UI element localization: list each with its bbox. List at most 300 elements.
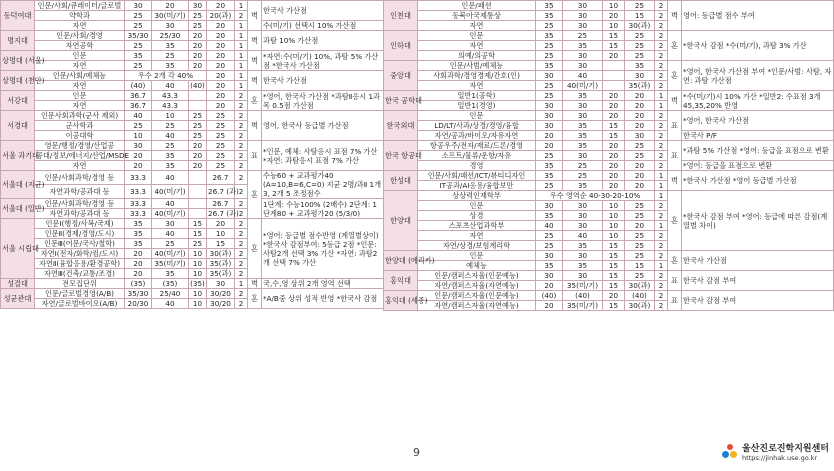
table-cell: 2 xyxy=(655,121,668,131)
table-cell: 2 xyxy=(655,251,668,261)
university-name-cell: 동덕여대 xyxy=(1,1,35,31)
table-cell: 우수 영역순 40-30-20-10% xyxy=(536,191,655,201)
table-cell: 30 xyxy=(563,151,603,161)
table-cell: 40 xyxy=(563,71,603,81)
table-cell: 25 xyxy=(625,211,655,221)
table-cell: 20 xyxy=(189,141,207,151)
table-cell: 수(미/기) 선택시 10% 가산점 xyxy=(262,21,384,31)
table-cell: 25 xyxy=(189,111,207,121)
table-cell: 벽 xyxy=(248,111,262,141)
table-cell: 20 xyxy=(536,131,563,141)
table-cell: 30 xyxy=(536,201,563,211)
table-cell: 2 xyxy=(235,289,248,299)
table-cell: 10 xyxy=(603,221,625,231)
table-cell: 15 xyxy=(625,11,655,21)
table-cell: 인문/글로벌경영(A/B) xyxy=(35,289,125,299)
table-cell: 30 xyxy=(625,131,655,141)
table-cell: 35(과) xyxy=(625,81,655,91)
table-cell: *한국사 감점 부여 *영어: 등급에 따른 감점(계열별 차이) xyxy=(682,191,834,251)
table-cell: 2 xyxy=(235,249,248,259)
table-cell: 40 xyxy=(125,111,152,121)
table-cell: 20 xyxy=(125,259,152,269)
table-row xyxy=(384,171,834,181)
table-cell: 2 xyxy=(235,269,248,279)
table-cell: *영어, 한국사 가산점 부여 *인문/사범: 사탐, 자연: 과탐 가산점 xyxy=(682,61,834,91)
table-cell: 20 xyxy=(625,101,655,111)
table-cell: 25 xyxy=(207,141,235,151)
table-cell: 25 xyxy=(625,241,655,251)
table-cell: 10 xyxy=(189,249,207,259)
table-cell: 한국사 가산점 xyxy=(262,1,384,21)
table-cell: 2 xyxy=(235,111,248,121)
table-cell: 전모집단위 xyxy=(35,279,125,289)
table-cell: 경영 xyxy=(418,161,536,171)
table-cell: 자연과학/공과대 등 xyxy=(35,209,125,219)
table-cell: 30 xyxy=(563,271,603,281)
table-row xyxy=(384,161,834,171)
table-cell: 30 xyxy=(563,11,603,21)
table-cell: 20 xyxy=(625,91,655,101)
table-cell: 36.7 xyxy=(125,91,152,101)
table-cell: 스포츠산업과학부 xyxy=(418,221,536,231)
table-cell: 약학과 xyxy=(35,11,125,21)
table-cell: 인문/패션 xyxy=(418,1,536,11)
table-cell: 2 xyxy=(655,51,668,61)
table-cell: 40 xyxy=(152,299,189,309)
table-cell: 35 xyxy=(536,211,563,221)
table-cell: 수능60 + 교과평가40 (A=10,B=6,C=0) 지균 2명/과Ⅱ 1개 3, 2개 5 조정점수 xyxy=(262,171,384,199)
table-cell: 25 xyxy=(563,31,603,41)
table-cell: (40) xyxy=(125,81,152,91)
table-cell: 35(미/기) xyxy=(563,281,603,291)
table-cell: 35 xyxy=(563,91,603,101)
table-cell: 25 xyxy=(536,21,563,31)
table-cell: 20 xyxy=(625,181,655,191)
table-cell: 25 xyxy=(207,161,235,171)
table-cell: 20 xyxy=(625,111,655,121)
table-cell: 35(과) xyxy=(207,259,235,269)
table-cell: 20 xyxy=(625,171,655,181)
table-cell: 2 xyxy=(235,131,248,141)
university-name-cell: 인하대 xyxy=(384,31,418,61)
table-cell: 30(과) xyxy=(625,21,655,31)
table-row xyxy=(1,31,384,41)
university-name-cell: 한국외대 xyxy=(384,111,418,141)
table-row xyxy=(384,31,834,41)
table-cell: 10 xyxy=(189,289,207,299)
table-cell: 25 xyxy=(152,51,189,61)
table-cell: 1 xyxy=(235,31,248,41)
table-cell: 30 xyxy=(152,21,189,31)
table-cell: *자연:수(미/기) 10%, 과탐 5% 가산점 *한국사 가산점 xyxy=(262,51,384,71)
table-cell: 2 xyxy=(235,171,248,185)
table-cell: 25 xyxy=(625,271,655,281)
table-cell: 벽 xyxy=(668,91,682,111)
table-cell: 40 xyxy=(563,231,603,241)
table-cell: 인문/캠퍼스자율(인문예능) xyxy=(418,271,536,281)
table-cell: 인문/사회과학/경영 등 xyxy=(35,171,125,185)
table-cell: (35) xyxy=(190,279,205,288)
table-cell: 25 xyxy=(189,11,207,21)
table-row xyxy=(384,91,834,101)
university-name-cell: 서울대 (지균) xyxy=(1,171,35,199)
table-row xyxy=(1,21,384,31)
table-cell: 2 xyxy=(235,219,248,229)
university-name-cell: 상명대 (서울) xyxy=(1,51,35,71)
table-cell: *수(미/기)시 10% 가산 *일반2: 수표점 3개 45,35,20% 반영 xyxy=(682,91,834,111)
table-cell: 10 xyxy=(189,269,207,279)
table-cell: 15 xyxy=(189,229,207,239)
table-cell xyxy=(189,209,207,219)
table-cell: 20 xyxy=(207,31,235,41)
table-cell: 2 xyxy=(235,151,248,161)
table-cell: 20 xyxy=(536,281,563,291)
table-cell: 35 xyxy=(152,61,189,71)
table-cell: 20 xyxy=(603,291,625,301)
table-cell: IT공과/AI응용/융합보안 xyxy=(418,181,536,191)
university-name-cell: 한국 항공대 xyxy=(384,141,418,171)
table-cell: 35 xyxy=(536,171,563,181)
table-cell: 30 xyxy=(563,211,603,221)
table-cell: 10 xyxy=(125,131,152,141)
table-cell: 항공우주/전자/재료/드론/경영 xyxy=(418,141,536,151)
table-cell: 25 xyxy=(625,201,655,211)
table-cell: 20 xyxy=(536,301,563,311)
table-row xyxy=(1,279,384,289)
table-cell: 1 xyxy=(655,191,668,201)
table-cell: 20 xyxy=(207,1,235,11)
table-cell: 35 xyxy=(125,219,152,229)
table-cell: 20(과) xyxy=(207,11,235,21)
table-cell: 20 xyxy=(603,101,625,111)
table-cell: 1 xyxy=(235,279,248,289)
table-cell: 인문Ⅰ(행정/사복/국제) xyxy=(35,219,125,229)
table-cell: 1 xyxy=(655,181,668,191)
table-cell: 인문/사회/패션/ICT/뷰티디자인 xyxy=(418,171,536,181)
table-cell: 예체능 xyxy=(418,261,536,271)
table-cell xyxy=(189,171,207,185)
table-cell: 30 xyxy=(536,111,563,121)
table-cell: 1 xyxy=(655,221,668,231)
table-cell: 25 xyxy=(207,121,235,131)
table-cell: 25 xyxy=(125,121,152,131)
table-cell: 20 xyxy=(189,51,207,61)
university-name-cell: 서강대 xyxy=(1,91,35,111)
table-cell xyxy=(189,91,207,101)
table-row xyxy=(1,91,384,101)
table-cell: 25 xyxy=(536,231,563,241)
table-cell: 15 xyxy=(603,271,625,281)
table-cell: 25 xyxy=(536,91,563,101)
table-cell: 10 xyxy=(152,111,189,121)
table-cell: 35(미/기) xyxy=(563,301,603,311)
table-cell: 30 xyxy=(563,251,603,261)
table-cell: 30 xyxy=(152,219,189,229)
university-name-cell: 상명대 (천안) xyxy=(1,71,35,91)
table-cell: 과탐 10% 가산점 xyxy=(262,31,384,51)
table-cell: 20 xyxy=(625,121,655,131)
table-cell: 혼 xyxy=(668,31,682,61)
table-cell: 20 xyxy=(603,151,625,161)
table-cell: 25 xyxy=(563,171,603,181)
table-cell xyxy=(603,71,625,81)
table-cell: (35) xyxy=(152,279,189,289)
table-cell: 43.3 xyxy=(152,101,189,111)
table-cell: 30 xyxy=(536,251,563,261)
table-cell: 인문 xyxy=(418,201,536,211)
table-row xyxy=(1,111,384,121)
table-row xyxy=(384,271,834,281)
table-cell: 25 xyxy=(207,111,235,121)
table-cell: 25 xyxy=(536,241,563,251)
table-cell: *인문, 예체: 사탐응시 표점 7% 가산 *자연: 과탐응시 표점 7% 가산 xyxy=(262,141,384,171)
table-cell: 25 xyxy=(536,151,563,161)
logo-url[interactable]: https://jinhak.use.go.kr xyxy=(742,454,818,462)
table-cell: 25 xyxy=(189,21,207,31)
table-cell: 혼 xyxy=(248,289,262,309)
table-cell: 30/20 xyxy=(207,289,235,299)
table-cell: 인문 xyxy=(35,51,125,61)
table-cell: 10 xyxy=(207,229,235,239)
table-cell: 30 xyxy=(536,101,563,111)
table-cell: 자연 xyxy=(35,61,125,71)
table-cell: 20 xyxy=(207,219,235,229)
table-cell: 26.7 xyxy=(207,171,235,185)
table-cell: 20 xyxy=(207,91,235,101)
table-cell: *영어: 등급을 표점으로 변환 xyxy=(682,161,834,171)
table-cell: 2 xyxy=(655,301,668,311)
table-cell: 20 xyxy=(625,221,655,231)
table-cell: 2 xyxy=(235,199,248,209)
table-cell xyxy=(189,199,207,209)
table-cell: 인문 xyxy=(35,91,125,101)
table-cell: 25 xyxy=(625,31,655,41)
table-cell: 15 xyxy=(603,31,625,41)
table-cell: 25 xyxy=(152,239,189,249)
center-logo[interactable] xyxy=(722,441,829,462)
table-cell: 2 xyxy=(655,131,668,141)
table-cell: (40) xyxy=(190,81,205,90)
table-cell: 30 xyxy=(563,221,603,231)
university-name-cell: 서울대 (일반) xyxy=(1,199,35,219)
table-cell: 25 xyxy=(625,1,655,11)
table-cell: 2 xyxy=(655,211,668,221)
table-cell: 2 xyxy=(235,141,248,151)
table-cell: 35 xyxy=(152,161,189,171)
table-cell: 자연 xyxy=(35,161,125,171)
table-cell: 2 xyxy=(235,239,248,249)
university-name-cell: 한양대 xyxy=(384,191,418,251)
table-cell xyxy=(189,185,207,199)
table-cell: 15 xyxy=(603,301,625,311)
table-cell: 30 xyxy=(563,51,603,61)
table-cell: 혼 xyxy=(248,171,262,219)
table-cell: 20 xyxy=(207,81,235,91)
table-cell: 35 xyxy=(536,31,563,41)
table-cell: 10 xyxy=(603,1,625,11)
table-cell: 영어: 등급별 점수 부여 xyxy=(682,1,834,31)
table-cell: 인문 xyxy=(418,251,536,261)
table-cell: 25 xyxy=(625,141,655,151)
table-cell: 2 xyxy=(655,61,668,71)
table-row xyxy=(1,71,384,81)
university-name-cell: 서울 과기대 xyxy=(1,141,35,171)
table-cell: 20 xyxy=(189,61,207,71)
table-cell: 1 xyxy=(655,91,668,101)
table-cell: 30 xyxy=(563,201,603,211)
table-cell: 1 xyxy=(235,21,248,31)
table-cell: 10 xyxy=(603,231,625,241)
table-cell: 자연Ⅱ(융합응용/환경공학) xyxy=(35,259,125,269)
table-cell: 2 xyxy=(655,41,668,51)
table-cell: 일반1(공학) xyxy=(418,91,536,101)
university-name-cell: 홍익대 xyxy=(384,271,418,291)
table-row xyxy=(1,51,384,61)
table-cell: 40 xyxy=(152,81,189,91)
table-cell: 30 xyxy=(189,1,207,11)
table-cell: 1 xyxy=(235,81,248,91)
table-cell: 25 xyxy=(625,151,655,161)
university-name-cell: 한성대 xyxy=(384,171,418,191)
table-cell: 공대/정보/에너지/산업/MSDE xyxy=(36,151,130,160)
table-cell: 벽 xyxy=(248,1,262,31)
table-cell: 국,수,영 상위 2개 영역 선택 xyxy=(262,279,384,289)
table-cell: 2 xyxy=(235,185,248,199)
table-cell: *한국사 가산점 *영어 등급별 가산점 xyxy=(682,171,834,191)
table-cell: 25 xyxy=(625,231,655,241)
table-cell: 20 xyxy=(189,151,207,161)
table-cell: 표 xyxy=(248,141,262,171)
table-cell: 35/30 xyxy=(125,31,152,41)
table-cell: 벽 xyxy=(668,171,682,191)
table-cell: 30 xyxy=(125,141,152,151)
table-cell: 1 xyxy=(235,71,248,81)
table-cell: 인문/캠퍼스자율(인문예능) xyxy=(418,291,536,301)
university-name-cell: 한양대 (에리카) xyxy=(384,251,418,271)
table-cell: 인문/사범/예체능 xyxy=(418,61,536,71)
logo-name: 울산진로진학지원센터 xyxy=(742,444,829,454)
university-name-cell: 중앙대 xyxy=(384,61,418,91)
table-cell: 벽 xyxy=(668,1,682,31)
table-cell: 20 xyxy=(152,1,189,11)
table-cell: 20 xyxy=(207,21,235,31)
table-cell: 벽 xyxy=(248,279,262,289)
table-cell: 한국사 가산점 xyxy=(682,251,834,271)
table-cell: 벽 xyxy=(248,51,262,71)
table-cell: 20 xyxy=(536,141,563,151)
table-cell: 30 xyxy=(536,271,563,281)
table-cell: 인문사회과학(군사 제외) xyxy=(35,111,125,121)
table-cell: 33.3 xyxy=(125,171,152,185)
table-row xyxy=(384,191,834,201)
table-cell: 20 xyxy=(125,151,152,161)
table-cell: 25 xyxy=(625,41,655,51)
table-cell: 자연/공과/바이오/자유자연 xyxy=(418,131,536,141)
table-cell: 20 xyxy=(603,141,625,151)
table-cell: 15 xyxy=(603,251,625,261)
table-cell xyxy=(603,81,625,91)
table-row xyxy=(384,61,834,71)
table-cell: 25 xyxy=(152,121,189,131)
table-cell: 혼 xyxy=(248,91,262,111)
table-cell: 2 xyxy=(235,161,248,171)
university-name-cell: 성균관대 xyxy=(1,289,35,309)
table-cell: 20 xyxy=(603,11,625,21)
table-cell: 2 xyxy=(655,241,668,251)
table-cell: 1 xyxy=(655,101,668,111)
table-cell: 2 xyxy=(235,209,248,219)
table-cell: 혼 xyxy=(668,251,682,271)
table-cell: 2 xyxy=(655,31,668,41)
table-cell: 26.7 (과) xyxy=(208,209,239,218)
table-cell: 25 xyxy=(536,41,563,51)
table-cell: 40 xyxy=(536,221,563,231)
table-cell: 10 xyxy=(189,299,207,309)
table-cell: 2 xyxy=(655,81,668,91)
table-cell: *영어: 등급별 점수반영 (계열별상이) *한국사 감점부여: 5등급 2점 *인문: 사탐2개 선택 3% 가산 *자연: 과탐2개 선택 7% 가산 xyxy=(262,219,384,279)
table-cell: 10 xyxy=(603,211,625,221)
table-cell: 일반1(경영) xyxy=(418,101,536,111)
table-cell: 35 xyxy=(152,41,189,51)
table-cell: 인문/사회/경영 xyxy=(35,31,125,41)
table-cell: 25 xyxy=(125,21,152,31)
table-cell: 35 xyxy=(536,61,563,71)
table-cell: 자연/캠퍼스자율(자연예능) xyxy=(418,281,536,291)
table-cell: 20 xyxy=(207,71,235,81)
table-cell: 35 xyxy=(563,181,603,191)
table-cell: 35(과) xyxy=(207,269,235,279)
table-cell: 25 xyxy=(207,151,235,161)
table-cell: 33.3 xyxy=(125,185,152,199)
left-admissions-table xyxy=(0,0,384,309)
table-cell: 35 xyxy=(563,121,603,131)
table-cell: 20 xyxy=(207,41,235,51)
table-cell: 15 xyxy=(625,261,655,271)
table-cell: 30 xyxy=(125,1,152,11)
table-cell: 인문 xyxy=(418,31,536,41)
table-cell: 25 xyxy=(189,121,207,131)
table-cell: 35 xyxy=(152,269,189,279)
table-cell: 35 xyxy=(625,61,655,71)
table-cell: 30/20 xyxy=(207,299,235,309)
table-cell: 25 xyxy=(536,51,563,61)
table-cell: 30 xyxy=(563,61,603,71)
table-cell: 자연 xyxy=(418,21,536,31)
table-cell: 자연공학 xyxy=(35,41,125,51)
table-cell: 자연 xyxy=(35,101,125,111)
table-cell: 15 xyxy=(603,261,625,271)
table-cell: 10 xyxy=(603,201,625,211)
table-cell: 35 xyxy=(563,241,603,251)
table-cell: 2 xyxy=(655,161,668,171)
table-cell: 35(미/기) xyxy=(152,259,189,269)
table-cell: 20 xyxy=(603,171,625,181)
table-cell: *과탐 5% 가산점 *영어: 등급을 표점으로 변환 xyxy=(682,141,834,161)
table-cell: 40 xyxy=(152,131,189,141)
table-cell: 20 xyxy=(603,181,625,191)
table-cell: 25 xyxy=(536,81,563,91)
logo-mark-icon xyxy=(722,444,738,460)
table-cell: 20 xyxy=(603,51,625,61)
table-cell: 2 xyxy=(655,21,668,31)
table-cell: 33.3 xyxy=(125,209,152,219)
table-cell: 이공대학 xyxy=(35,131,125,141)
table-cell: 40 xyxy=(152,171,189,185)
table-cell: 15 xyxy=(207,239,235,249)
table-cell: 상상력인재학부 xyxy=(418,191,536,201)
table-row xyxy=(384,291,834,301)
table-cell: 30 xyxy=(536,71,563,81)
